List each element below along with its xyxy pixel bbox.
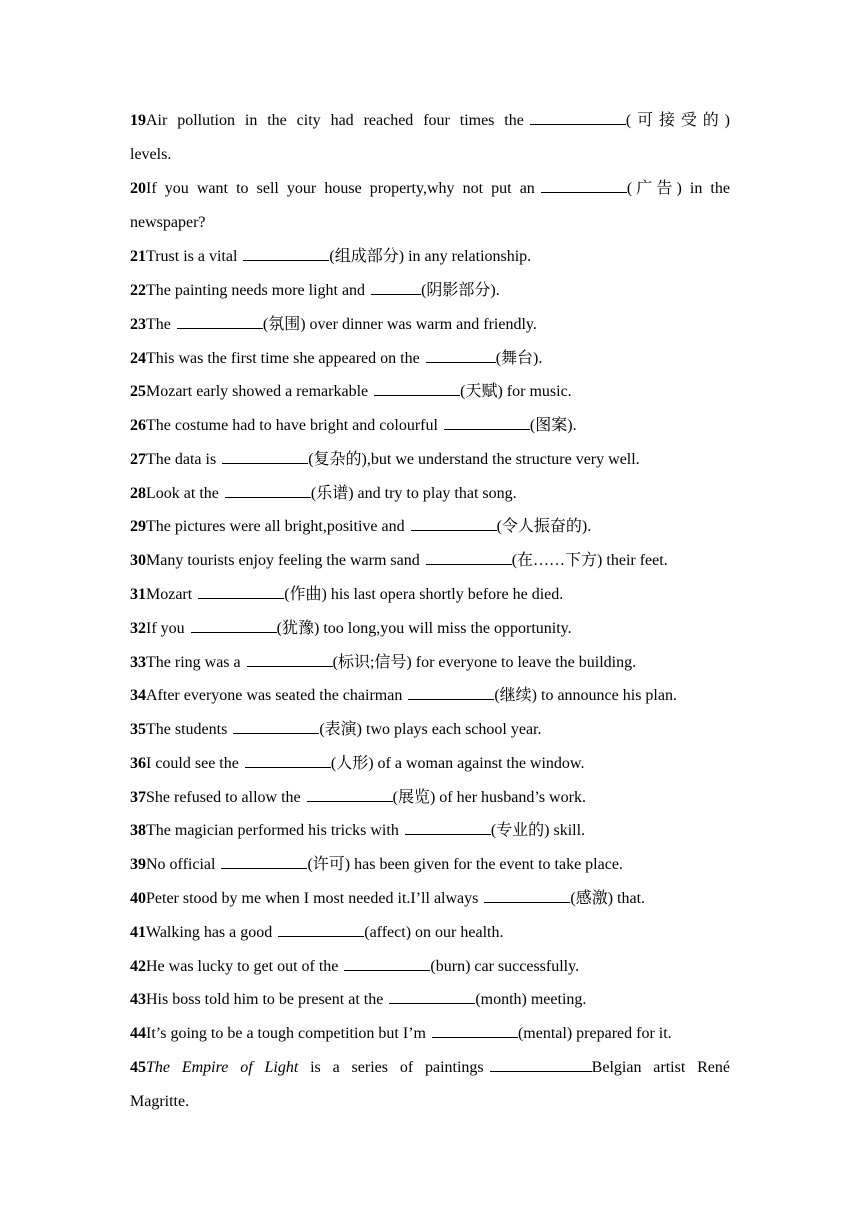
question-19 [130,104,730,172]
question-continuation: newspaper? [130,214,206,231]
question-34 [130,679,730,713]
question-text: The data is [146,451,217,468]
hint-text: (图案) [529,417,573,434]
question-text: The painting needs more light and [146,282,366,299]
answer-blank[interactable] [278,922,364,937]
question-text-after: too long,you will miss the opportunity. [319,620,572,637]
question-21 [130,240,730,274]
question-27 [130,443,730,477]
answer-blank[interactable] [245,753,331,768]
answer-blank[interactable] [371,280,421,295]
question-text-after: meeting. [526,991,587,1008]
question-number: 27 [130,451,146,468]
question-number: 41 [130,924,146,941]
question-continuation: Magritte. [130,1093,190,1110]
question-text-after: Belgian artist René [591,1059,730,1076]
answer-blank[interactable] [484,888,570,903]
question-text-after: ,but we understand the structure very well. [366,451,640,468]
question-number: 34 [130,687,146,704]
question-text-after: on our health. [411,924,504,941]
answer-blank[interactable] [530,110,626,125]
answer-blank[interactable] [411,516,497,531]
question-number: 22 [130,282,146,299]
question-number: 44 [130,1025,146,1042]
question-text: He was lucky to get out of the [146,958,339,975]
question-23 [130,308,730,342]
question-text: Peter stood by me when I most needed it.I’ll always [146,890,479,907]
hint-text: (mental) [517,1025,573,1042]
hint-text: (组成部分) [329,248,405,265]
hint-text: (month) [475,991,527,1008]
question-number: 45 [130,1059,146,1076]
question-text: After everyone was seated the chairman [146,687,403,704]
hint-text: (在……下方) [511,552,603,569]
question-text: Look at the [146,485,219,502]
hint-text: (天赋) [460,383,503,400]
question-37 [130,781,730,815]
hint-text: (广告) [626,180,682,197]
question-number: 40 [130,890,146,907]
question-number: 35 [130,721,146,738]
question-text-after: car successfully. [470,958,580,975]
hint-text: (可接受的) [625,112,730,129]
answer-blank[interactable] [233,719,319,734]
question-number: 29 [130,518,146,535]
question-36 [130,747,730,781]
answer-blank[interactable] [405,820,491,835]
hint-text: (burn) [430,958,471,975]
question-number: 19 [130,112,146,129]
question-number: 43 [130,991,146,1008]
question-number: 23 [130,316,146,333]
question-text: Many tourists enjoy feeling the warm sand [146,552,420,569]
question-text: The ring was a [146,654,241,671]
question-41 [130,916,730,950]
question-33 [130,646,730,680]
question-text-after: . [538,350,543,367]
question-text: The [146,316,171,333]
question-45 [130,1051,730,1119]
hint-text: (氛围) [262,316,306,333]
question-text-after: skill. [549,822,586,839]
question-26 [130,409,730,443]
hint-text: (标识;信号) [332,654,412,671]
question-32 [130,612,730,646]
question-44 [130,1017,730,1051]
question-number: 31 [130,586,146,603]
question-text: The students [146,721,228,738]
answer-blank[interactable] [444,415,530,430]
answer-blank[interactable] [221,854,307,869]
answer-blank[interactable] [426,550,512,565]
hint-text: (许可) [307,856,351,873]
answer-blank[interactable] [177,314,263,329]
hint-text: (舞台) [495,350,539,367]
answer-blank[interactable] [389,989,475,1004]
answer-blank[interactable] [426,348,496,363]
question-text-after: that. [613,890,646,907]
answer-blank[interactable] [344,956,430,971]
hint-text: (继续) [494,687,537,704]
question-number: 36 [130,755,146,772]
hint-text: (人形) [330,755,374,772]
question-29 [130,510,730,544]
question-text-after: . [572,417,577,434]
question-25 [130,375,730,409]
question-text-after: in the [681,180,730,197]
answer-blank[interactable] [432,1023,518,1038]
question-continuation: levels. [130,146,172,163]
question-text-after: two plays each school year. [362,721,542,738]
question-number: 33 [130,654,146,671]
question-text-after: for music. [502,383,572,400]
question-number: 42 [130,958,146,975]
question-45-line1 [130,1051,730,1085]
question-39 [130,848,730,882]
question-text: She refused to allow the [146,789,301,806]
question-text: If you want to sell your house property,why not put an [146,180,535,197]
question-text-after: has been given for the event to take place. [350,856,623,873]
question-text-after: his last opera shortly before he died. [326,586,564,603]
question-text: His boss told him to be present at the [146,991,384,1008]
question-text-after: of her husband’s work. [435,789,586,806]
question-text-after: . [587,518,592,535]
answer-blank[interactable] [222,449,308,464]
question-number: 24 [130,350,146,367]
question-text: No official [146,856,216,873]
answer-blank[interactable] [490,1057,592,1072]
hint-text: (阴影部分) [421,282,496,299]
question-19-line1 [130,104,730,138]
question-31 [130,578,730,612]
question-30 [130,544,730,578]
question-20 [130,172,730,240]
hint-text: (复杂的) [308,451,367,468]
question-text: Mozart early showed a remarkable [146,383,369,400]
question-text: The pictures were all bright,positive and [146,518,405,535]
answer-blank[interactable] [541,178,627,193]
hint-text: (展览) [392,789,436,806]
question-number: 28 [130,485,146,502]
question-text-after: . [495,282,500,299]
question-20-line1 [130,172,730,206]
question-text: Walking has a good [146,924,273,941]
question-43 [130,983,730,1017]
question-text: This was the first time she appeared on the [146,350,420,367]
question-number: 30 [130,552,146,569]
answer-blank[interactable] [198,584,284,599]
question-text-after: for everyone to leave the building. [411,654,637,671]
question-text-after: of a woman against the window. [373,755,585,772]
question-text: is a series of paintings [298,1059,484,1076]
hint-text: (表演) [319,721,362,738]
question-text: The costume had to have bright and colourful [146,417,438,434]
question-28 [130,477,730,511]
question-number: 39 [130,856,146,873]
question-text-after: to announce his plan. [537,687,677,704]
answer-blank[interactable] [225,483,311,498]
question-24 [130,342,730,376]
hint-text: (affect) [364,924,412,941]
question-number: 26 [130,417,146,434]
question-22 [130,274,730,308]
hint-text: (感激) [570,890,614,907]
hint-text: (犹豫) [276,620,320,637]
question-text: The magician performed his tricks with [146,822,399,839]
answer-blank[interactable] [307,787,393,802]
question-number: 32 [130,620,146,637]
question-text-after: prepared for it. [572,1025,672,1042]
question-text-after: in any relationship. [404,248,532,265]
question-text: I could see the [146,755,239,772]
question-number: 25 [130,383,146,400]
question-text-after: over dinner was warm and friendly. [305,316,537,333]
question-40 [130,882,730,916]
hint-text: (乐谱) [310,485,354,502]
question-number: 37 [130,789,146,806]
hint-text: (作曲) [284,586,327,603]
painting-title: The Empire of Light [146,1059,299,1076]
question-text-after: and try to play that song. [353,485,517,502]
question-42 [130,950,730,984]
question-text: Air pollution in the city had reached four times the [146,112,524,129]
question-number: 20 [130,180,146,197]
question-number: 38 [130,822,146,839]
answer-blank[interactable] [191,618,277,633]
question-number: 21 [130,248,146,265]
question-text: It’s going to be a tough competition but I’m [146,1025,426,1042]
hint-text: (令人振奋的) [496,518,588,535]
answer-blank[interactable] [408,685,494,700]
answer-blank[interactable] [247,652,333,667]
hint-text: (专业的) [490,822,550,839]
question-text: If you [146,620,185,637]
question-35 [130,713,730,747]
answer-blank[interactable] [374,381,460,396]
answer-blank[interactable] [243,246,329,261]
question-text-after: their feet. [602,552,668,569]
question-text: Trust is a vital [146,248,238,265]
question-38 [130,814,730,848]
question-text: Mozart [146,586,193,603]
